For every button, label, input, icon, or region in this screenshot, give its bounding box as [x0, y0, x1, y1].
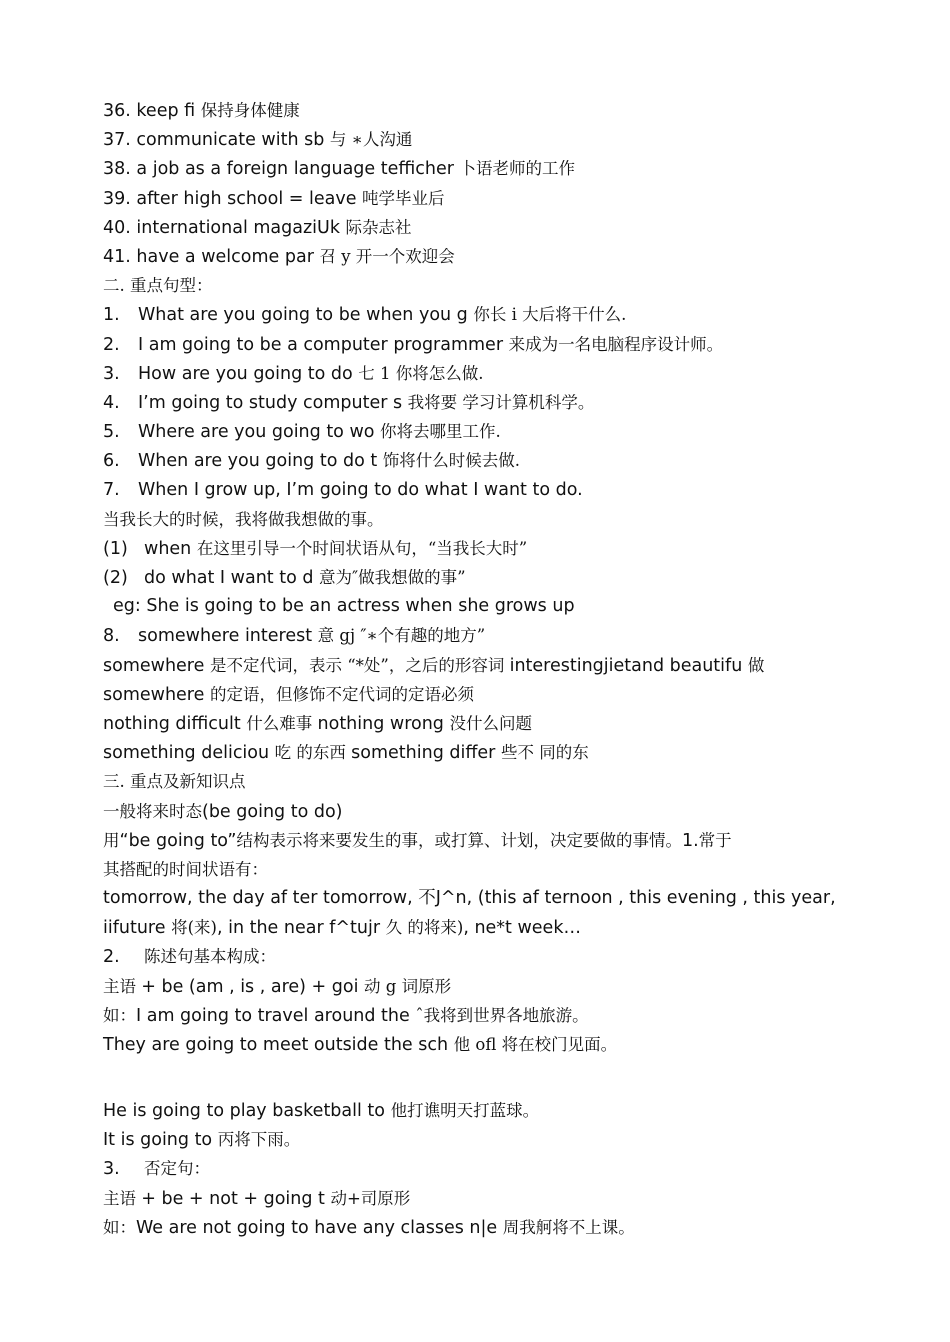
example-cn: 他 ofl 将在校门见面。 [453, 1035, 618, 1054]
explanation-cn: 的定语，但修饰不定代词的定语必须 [209, 684, 474, 704]
explanation-line-1 [103, 651, 903, 680]
point-number: 3. [103, 1159, 120, 1180]
example-cn: 他打谯明天打蓝球。 [390, 1101, 540, 1120]
item-number: 4. [103, 392, 120, 413]
explanation-en: somewhere [103, 655, 210, 676]
usage-cn: 其搭配的时间状语有： [103, 859, 268, 879]
sentence-en: somewhere interest [138, 626, 318, 647]
phrase-38 [103, 154, 903, 183]
note-number: (2) [103, 568, 128, 588]
formula-cn: 动+司原形 [330, 1188, 411, 1208]
usage-cn: 结构表示将来要发生的事，或打算、计划，决定要做的事情。 [236, 830, 682, 850]
example-en: We are not going to have any classes n|e [136, 1217, 503, 1238]
phrase-en: after high school = leave [136, 188, 363, 209]
future-tense-title [103, 797, 903, 826]
point-2-example-3 [103, 1096, 903, 1125]
item-number: 38. [103, 159, 131, 180]
item-number: 41. [103, 246, 131, 267]
phrase-en: keep fi [136, 101, 201, 121]
sentence-2 [103, 330, 903, 359]
item-number: 3. [103, 363, 120, 384]
sentence-en: I’m going to study computer s [138, 392, 408, 413]
point-title: 陈述句基本构成： [144, 947, 276, 967]
phrase-cn: 吨学毕业后 [362, 188, 445, 208]
formula-cn: 主语 [103, 976, 142, 996]
note-number: (1) [103, 538, 128, 559]
sentence-cn: 饰将什么时候去做. [382, 451, 521, 471]
time-words-text: tomorrow, the day af ter tomorrow, 不J^n, (this af ternoon , this evening , this year, [103, 888, 836, 909]
point-title: 否定句： [144, 1159, 210, 1179]
explanation-line-3 [103, 709, 903, 738]
sentence-5 [103, 417, 903, 446]
example-cn: 周我舸将不上课。 [502, 1217, 635, 1237]
phrase-cn: 召 y 开一个欢迎会 [319, 246, 455, 266]
formula-en: + be + not + going t [141, 1188, 331, 1209]
phrase-36 [103, 96, 903, 125]
example-cn: 丙将下雨。 [217, 1130, 301, 1150]
example-text: eg: She is going to be an actress when she grows up [113, 596, 575, 617]
sentence-6 [103, 446, 903, 475]
formula-cn: 主语 [103, 1188, 142, 1208]
example-cn: ˆ我将到世界各地旅游。 [415, 1005, 589, 1025]
note-en: when [144, 538, 197, 559]
section-title: 三. 重点及新知识点 [103, 772, 246, 792]
explanation-cn: 没什么问题 [449, 713, 532, 733]
point-number: 2. [103, 947, 120, 968]
item-number: 39. [103, 188, 131, 209]
explanation-en: interestingjietand beautifu [509, 655, 748, 676]
usage-line [103, 826, 903, 855]
point-3-heading [103, 1154, 903, 1183]
time-words-line-2 [103, 913, 903, 942]
time-words-line-1 [103, 884, 903, 913]
time-words-en: , ne*t week… [463, 918, 581, 939]
item-number: 7. [103, 480, 120, 501]
explanation-cn: 什么难事 [246, 713, 318, 733]
example-en: It is going to [103, 1130, 218, 1151]
sentence-7 [103, 475, 903, 504]
sentence-cn: 你长 i 大后将干什么. [473, 305, 627, 325]
phrase-en: have a welcome par [136, 246, 320, 267]
sentence-3 [103, 359, 903, 388]
item-number: 1. [103, 305, 120, 326]
sentence-cn: 你将去哪里工作. [380, 422, 501, 442]
sentence-cn: 七 1 你将怎么做. [358, 363, 484, 383]
explanation-line-4 [103, 738, 903, 767]
formula-cn: 动 g 词原形 [364, 976, 452, 996]
sentence-cn: 我将要 学习计算机科学。 [407, 392, 595, 412]
sentence-1 [103, 300, 903, 329]
item-number: 37. [103, 130, 131, 151]
point-2-example-1 [103, 1001, 903, 1030]
explanation-en: something deliciou [103, 743, 275, 764]
document-page [103, 96, 903, 1242]
usage-cn: 常于 [698, 830, 732, 850]
item-number: 36. [103, 101, 131, 121]
phrase-cn: 卜语老师的工作 [459, 159, 576, 179]
explanation-line-2 [103, 680, 903, 709]
item-number: 5. [103, 422, 120, 443]
explanation-cn: 做 [747, 655, 765, 675]
sentence-en: Where are you going to wo [138, 422, 381, 443]
explanation-en: somewhere [103, 684, 210, 705]
blank-line [103, 1067, 903, 1096]
sentence-en: What are you going to be when you g [138, 305, 474, 326]
section-heading-2 [103, 271, 903, 300]
phrase-41 [103, 242, 903, 271]
item-number: 2. [103, 334, 120, 355]
translation-text: 当我长大的时候，我将做我想做的事。 [103, 509, 384, 529]
explanation-cn: 吃 的东西 [274, 743, 352, 763]
sentence-en: I am going to be a computer programmer [138, 334, 509, 355]
item-number: 8. [103, 626, 120, 647]
sentence-cn: 意 gj ″∗个有趣的地方” [317, 626, 486, 646]
item-number: 40. [103, 217, 131, 238]
example-cn: 如： [103, 1217, 136, 1237]
formula-en: + be (am , is , are) + goi [141, 976, 365, 997]
example-cn: 如： [103, 1005, 136, 1025]
phrase-en: international magaziUk [136, 217, 346, 238]
section-heading-3 [103, 767, 903, 796]
phrase-en: a job as a foreign language teffi‌cher [136, 159, 460, 180]
phrase-40 [103, 213, 903, 242]
time-words-cn: 久 的将来) [385, 918, 464, 938]
point-2-example-2 [103, 1030, 903, 1067]
usage-en: 1. [681, 830, 699, 851]
explanation-en: nothing wrong [317, 713, 450, 734]
example-en: They are going to meet outside the sch [103, 1035, 454, 1055]
point-3-example-1 [103, 1213, 903, 1242]
explanation-en: something differ [351, 743, 501, 764]
time-words-cn: 将(来) [171, 918, 217, 938]
explanation-cn: 些不 同的东 [500, 743, 589, 763]
sentence-7-note-2 [103, 563, 903, 592]
example-en: He is going to play basketball to [103, 1101, 391, 1121]
point-2-heading [103, 942, 903, 971]
time-words-en: iifuture [103, 918, 172, 939]
phrase-cn: 际杂志社 [345, 217, 412, 237]
usage-en: “be going to” [119, 830, 237, 851]
phrase-en: communicate with sb [136, 130, 330, 151]
phrase-37 [103, 125, 903, 154]
explanation-cn: 是不定代词，表示 “*处”，之后的形容词 [209, 655, 510, 675]
phrase-39 [103, 184, 903, 213]
sentence-8 [103, 621, 903, 650]
note-cn: 意为″做我想做的事” [319, 568, 466, 587]
sentence-en: When I grow up, I’m going to do what I want to do. [138, 480, 583, 501]
title-cn: 一般将来时态 [103, 801, 202, 821]
note-en: do what I want to d [144, 568, 320, 588]
sentence-7-note-1 [103, 534, 903, 563]
usage-continuation [103, 855, 903, 884]
sentence-en: When are you going to do t [138, 451, 383, 472]
time-words-en: , in the near f^tujr [216, 918, 386, 939]
sentence-en: How are you going to do [138, 363, 359, 384]
point-2-example-4 [103, 1125, 903, 1154]
section-title: 二. 重点句型： [103, 276, 213, 296]
note-cn: 在这里引导一个时间状语从句，“当我长大时” [196, 538, 528, 558]
point-3-formula [103, 1184, 903, 1213]
point-2-formula [103, 972, 903, 1001]
example-sentence [103, 592, 903, 621]
sentence-cn: 来成为一名电脑程序设计师。 [508, 334, 724, 354]
usage-cn: 用 [103, 830, 120, 850]
explanation-en: nothing difficult [103, 713, 247, 734]
item-number: 6. [103, 451, 120, 472]
example-en: I am going to travel around the [136, 1005, 416, 1026]
title-en: (be going to do) [202, 801, 343, 822]
phrase-cn: 与 ∗人沟通 [329, 130, 413, 150]
sentence-4 [103, 388, 903, 417]
phrase-cn: 保持身体健康 [200, 101, 300, 120]
sentence-7-translation [103, 505, 903, 534]
